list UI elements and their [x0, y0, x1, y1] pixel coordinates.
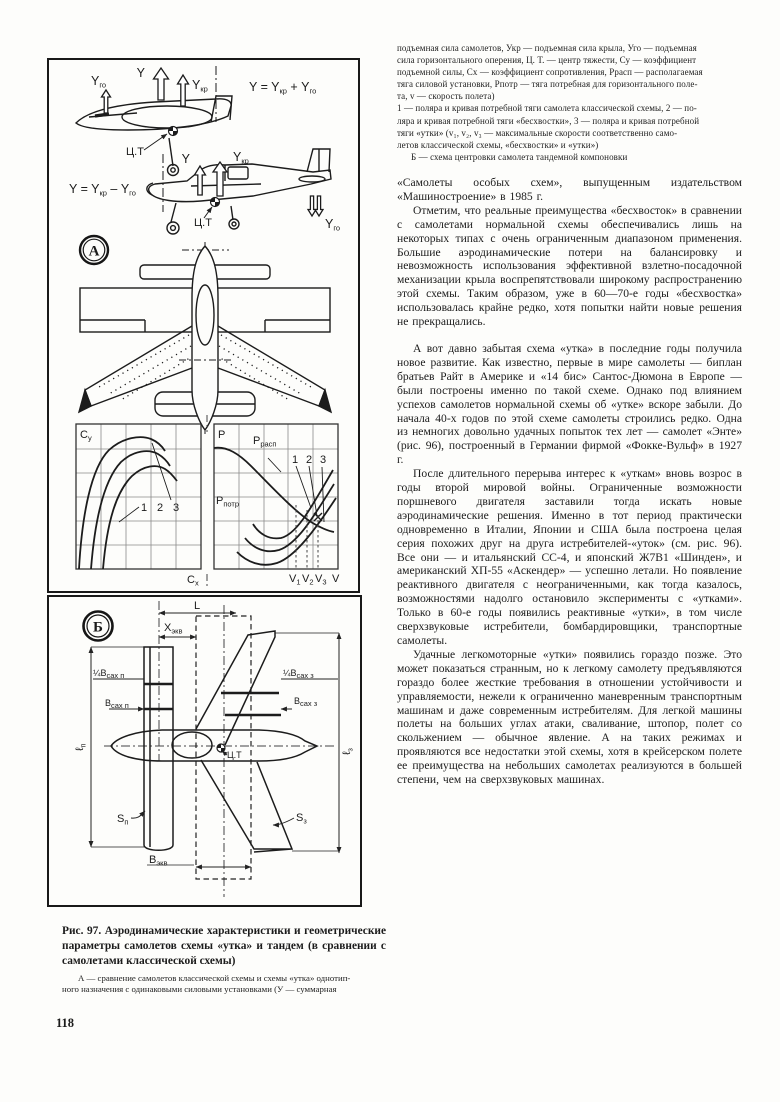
classic-ygo-label: $Y_{го}$	[325, 217, 341, 233]
tandem-cg-symbol	[217, 744, 225, 752]
figure-caption-note-line: ного назначения с одинаковыми силовыми установками (У — суммарная	[62, 984, 337, 995]
thrust-v1-tick: $V_1$	[289, 573, 301, 587]
thrust-curve3-label: 3	[320, 454, 327, 466]
caption-line: подъемной силы, Сх — коэффициент сопротивления, Ррасп — располагаемая	[397, 67, 703, 78]
dim-quarter-mac-front-label: $\frac{1}{4}В_{сах п}$	[93, 668, 125, 680]
panel-b-badge	[84, 612, 113, 641]
panel-a-badge-letter: А	[88, 243, 100, 260]
canard-y-label: Y	[136, 66, 145, 80]
thrust-graph	[214, 424, 340, 587]
paragraph: Удачные легкомоторные «утки» появились гораздо позже. Это может показаться странным, но к легкому самолету предъявляются гораздо более жесткие требования в отношении устойчивости и управляемости, нежели к ограниченно маневренным транспортным машинам и даже современным истребителям. Для легкой машины полеты на больших углах атаки, сваливание, штопор, полет со скольжением — обычное явление. А на таких режимах и проявляются все недостатки этой схемы, хотя в крейсерском полете ее преимущества на небольших самолетах реализуются в большей степени, чем на сверхзвуковых машинах.	[397, 647, 742, 787]
canard-ykr-label: $Y_{кр}$	[192, 78, 208, 94]
figure-caption-note-line: А — сравнение самолетов классической схемы и схемы «утка» однотип-	[78, 973, 351, 983]
thrust-v2-tick: $V_2$	[302, 573, 314, 587]
panel-b-drawing	[49, 597, 360, 905]
caption-line: та, v — скорость полета)	[397, 91, 495, 102]
classic-y-label: Y	[181, 152, 190, 166]
page-number: 118	[56, 1016, 75, 1030]
caption-line: Б — схема центровки самолета тандемной компоновки	[411, 151, 628, 162]
dim-area-rear-label: $S_з$	[296, 812, 307, 826]
dim-mac-rear-label: $В_{сах з}$	[294, 696, 318, 708]
polar-curve3-label: 3	[173, 502, 180, 514]
caption-continuation	[397, 42, 742, 163]
thrust-y-axis-label: Р	[218, 429, 226, 441]
figure-panel-a	[47, 58, 360, 593]
classic-cg-label: Ц.Т	[194, 217, 212, 229]
caption-line: 1 — поляра и кривая потребной тяги самолета классической схемы, 2 — по-	[397, 103, 697, 114]
panel-a-badge	[80, 236, 108, 264]
classic-lift-formula: $Y = Y_{кр} - Y_{го}$	[69, 182, 136, 198]
caption-line: ляра и кривая потребной тяги «бесхвостки», 3 — поляра и кривая потребной	[397, 115, 700, 126]
paragraph: «Самолеты особых схем», выпущенным издательством «Машиностроение» в 1985 г.	[397, 176, 742, 203]
panel-a-drawing	[49, 60, 358, 591]
thrust-x-axis-label: V	[332, 573, 340, 585]
classic-ykr-label: $Y_{кр}$	[233, 150, 249, 166]
polar-graph	[76, 424, 201, 588]
caption-line: сила горизонтального оперения, Ц. Т. — центр тяжести, Су — коэффициент	[397, 55, 697, 66]
caption-line: тяги «утки» (v₁, v₂, v₃ — максимальные скорости соответственно само-	[397, 127, 678, 138]
paragraph: А вот давно забытая схема «утка» в последние годы получила новое развитие. Как известно, первые в мире самолеты — биплан братьев Райт в Америке и «14 бис» Сантос-Дюмона в Европе — были построены именно по такой схеме. Однако под влиянием успехов самолетов нормальной схемы об «утке» вскоре забыли. До начала 40-х годов по этой схеме самолеты строились редко. Одна из немногих довольно удачных попыток тех лет — самолет «Энте» (рис. 96), построенный в Германии фирмой «Фокке-Вульф» в 1927 г.	[397, 341, 742, 467]
planform-overlay	[79, 242, 331, 434]
polar-y-axis-label: $С_у$	[80, 429, 92, 443]
dim-quarter-mac-rear-label: $\frac{1}{4}В_{сах з}$	[283, 668, 314, 680]
classic-cg-symbol	[211, 198, 220, 207]
main-text-column	[397, 176, 742, 787]
figure-caption	[62, 924, 386, 996]
paragraph: После длительного перерыва интерес к «уткам» вновь возрос в годы второй мировой войны. Ограниченные возможности поршневого двигателя заставили тогда искать новые аэродинамические решения. Именно в тот период практически одновременно в Италии, Японии и США была построена целая серия похожих друг на друга истребителей-«уток» (см. рис. 96). Все они — и итальянский СС-4, и японский Ж7В1 «Шинден», и американский ХП-55 «Аскендер» — успешно летали. Но появление реактивного двигателя с неограниченными, как тогда казалось, возможностями надолго остановило эксперименты с «утками». Только в 60-е годы появились реактивные «утки», в том числе сверхзвуковые истребители, бомбардировщики, транспортные самолеты.	[397, 467, 742, 647]
dim-L-label: L	[194, 600, 201, 612]
polar-curve1-label: 1	[141, 502, 148, 514]
caption-line: подъемная сила самолетов, Укр — подъемная сила крыла, Уго — подъемная	[397, 43, 697, 53]
thrust-curve2-label: 2	[306, 454, 313, 466]
dim-area-front-label: $S_п$	[117, 813, 129, 827]
dim-xekv-label: $Х_{экв}$	[164, 622, 183, 636]
figure-caption-note	[62, 973, 386, 996]
figure-panel-b	[47, 595, 362, 907]
caption-line: тяга силовой установки, Рпотр — тяга потребная для горизонтального поле-	[397, 79, 698, 90]
canard-cg-label: Ц.Т	[126, 146, 144, 158]
dim-bekv-label: $В_{экв}$	[149, 854, 168, 868]
dim-arm-front-label: ℓ$_п$	[74, 743, 88, 751]
canard-lift-formula: $Y = Y_{кр} + Y_{го}$	[249, 80, 317, 96]
dimension-lines	[91, 613, 339, 867]
canard-ygo-label: $Y_{го}$	[91, 74, 107, 90]
dim-arm-rear-label: ℓ$_з$	[341, 747, 355, 755]
dim-mac-front-label: $В_{сах п}$	[105, 698, 129, 710]
panel-b-badge-letter: Б	[93, 619, 103, 636]
caption-line: летов классической схемы, «бесхвостки» и «утки»)	[397, 139, 599, 150]
thrust-curve1-label: 1	[292, 454, 299, 466]
thrust-v3-tick: $V_3$	[315, 573, 327, 587]
polar-curve2-label: 2	[157, 502, 164, 514]
canard-cg-symbol	[169, 127, 178, 136]
polar-x-axis-label: $С_х$	[187, 574, 199, 588]
tandem-cg-label: Ц.Т	[227, 750, 242, 760]
figure-caption-title: Рис. 97. Аэродинамические характеристики и геометрические параметры самолетов схемы «утка» и тандем (в сравнении с самолетами классической схемы)	[62, 925, 386, 967]
thrust-required-label: $Р_{потр}$	[216, 495, 240, 509]
thrust-available-label: $Р_{расп}$	[253, 435, 277, 449]
tandem-airframe	[111, 631, 317, 852]
paragraph: Отметим, что реальные преимущества «бесхвосток» в сравнении с самолетами нормальной схемы обеспечивались лишь на некоторых типах с очень ограниченным диапазоном применения. Большие аэродинамические потери на балансировку и невозможность использования эффективной взлетно-посадочной механизации крыла воспрепятствовали широкому распространению этой схемы. Таким образом, уже в 60—70-е годы «бесхвостка» использовалась крайне редко, хотя попытки найти новые решения не прекращались.	[397, 203, 742, 329]
